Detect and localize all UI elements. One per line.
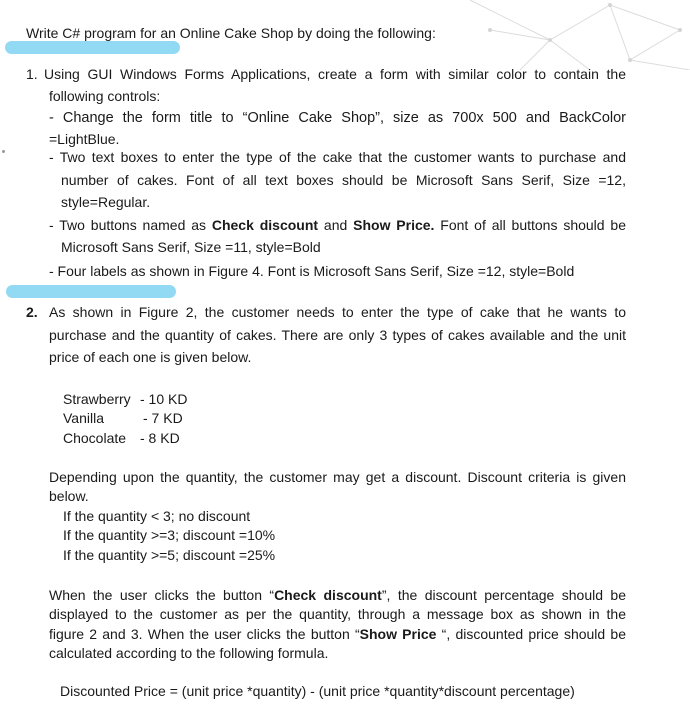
bullet-line: number of cakes. Font of all text boxes should be Microsoft Sans Serif, Size =12, bbox=[61, 172, 626, 188]
paragraph-line: As shown in Figure 2, the customer needs to enter the type of cake that he wants to bbox=[49, 304, 626, 320]
paragraph-line: Depending upon the quantity, the customer may get a discount. Discount criteria is given bbox=[49, 469, 626, 485]
paragraph-line: price of each one is given below. bbox=[49, 349, 252, 365]
document-heading: Write C# program for an Online Cake Shop by doing the following: bbox=[26, 25, 436, 41]
margin-dot bbox=[2, 150, 5, 153]
decorative-network-graphic bbox=[430, 0, 690, 70]
section-number: 1. bbox=[26, 66, 38, 82]
highlight-mark bbox=[6, 285, 176, 298]
bullet-line: - Four labels as shown in Figure 4. Font is Microsoft Sans Serif, Size =12, style=Bold bbox=[49, 263, 575, 279]
bullet-line: - Two buttons named as Check discount and Show Price. Font of all buttons should be bbox=[49, 217, 626, 233]
formula-line: Discounted Price = (unit price *quantity) - (unit price *quantity*discount percentage) bbox=[60, 683, 575, 699]
paragraph-line: calculated according to the following formula. bbox=[49, 645, 329, 661]
bullet-line: - Change the form title to “Online Cake Shop”, size as 700x 500 and BackColor bbox=[49, 110, 626, 126]
paragraph-line: below. bbox=[49, 488, 89, 504]
price-name: Strawberry bbox=[63, 391, 131, 407]
bullet-line: - Two text boxes to enter the type of the cake that the customer wants to purchase and bbox=[49, 149, 626, 165]
section-number: 2. bbox=[26, 304, 38, 320]
criteria-line: If the quantity >=5; discount =25% bbox=[63, 547, 276, 563]
price-value: - 7 KD bbox=[143, 410, 183, 426]
bullet-line: =LightBlue. bbox=[49, 131, 120, 147]
paragraph-line: Using GUI Windows Forms Applications, create a form with similar color to contain the bbox=[44, 66, 626, 82]
price-name: Chocolate bbox=[63, 430, 127, 446]
price-value: - 10 KD bbox=[140, 391, 188, 407]
criteria-line: If the quantity < 3; no discount bbox=[63, 508, 251, 524]
price-name: Vanilla bbox=[63, 410, 104, 426]
paragraph-line: purchase and the quantity of cakes. There are only 3 types of cakes available and the unit bbox=[49, 327, 626, 343]
bullet-line: Microsoft Sans Serif, Size =11, style=Bold bbox=[61, 239, 321, 255]
criteria-line: If the quantity >=3; discount =10% bbox=[63, 527, 276, 543]
paragraph-line: displayed to the customer as per the quantity, through a message box as shown in the bbox=[49, 606, 626, 622]
paragraph-line: figure 2 and 3. When the user clicks the button “Show Price “, discounted price should be bbox=[49, 626, 627, 642]
bullet-line: style=Regular. bbox=[61, 194, 151, 210]
paragraph-line: following controls: bbox=[49, 88, 161, 104]
price-value: - 8 KD bbox=[140, 430, 180, 446]
paragraph-line: When the user clicks the button “Check discount”, the discount percentage should be bbox=[49, 587, 626, 603]
